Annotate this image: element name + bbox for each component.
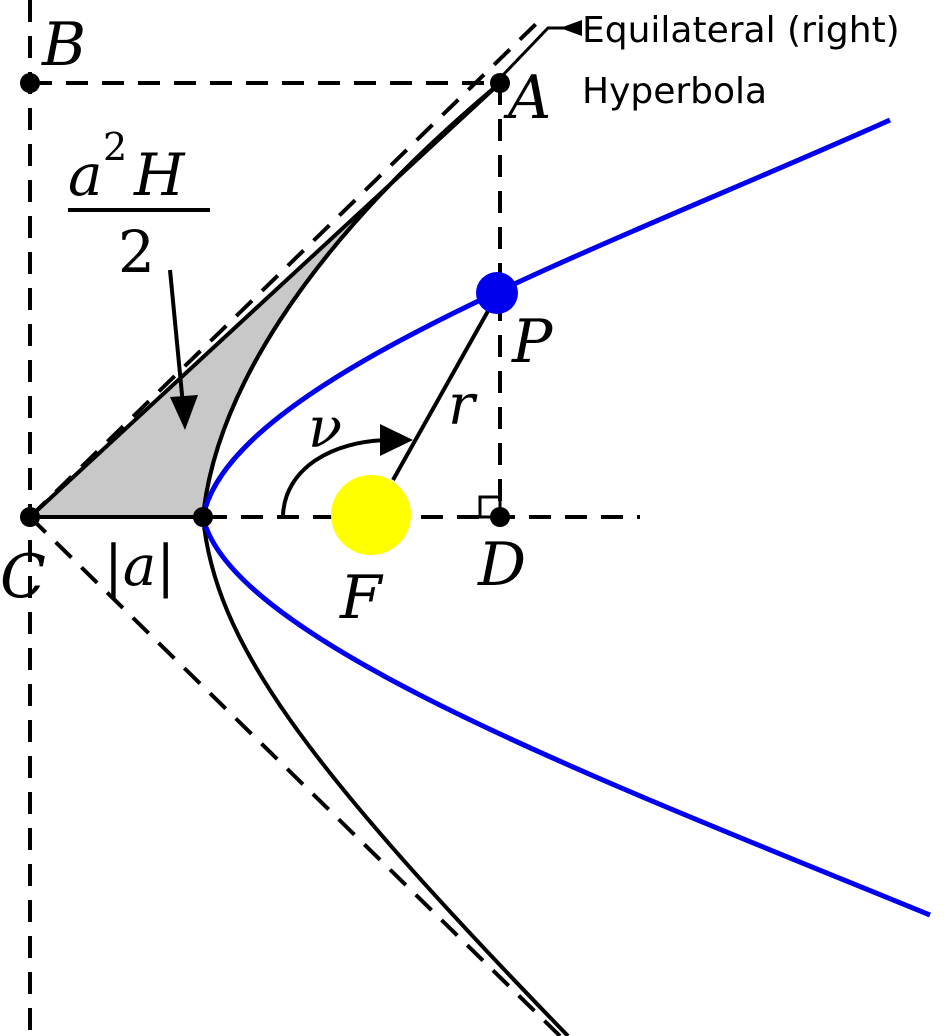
area-formula [68, 125, 210, 286]
label-f: F [340, 563, 382, 633]
annotation-arrowhead [560, 20, 582, 36]
label-d: D [478, 530, 527, 600]
label-abs-a: |a| [104, 534, 176, 599]
label-c: C [0, 542, 46, 612]
point-d [490, 507, 510, 527]
radius-line-r [393, 295, 497, 480]
point-b [20, 73, 40, 93]
area-formula-a: a [68, 141, 103, 209]
area-formula-exponent: 2 [103, 125, 128, 169]
point-a [490, 73, 510, 93]
label-r: r [448, 373, 475, 438]
area-formula-h: H [134, 141, 185, 209]
label-b: B [42, 10, 87, 80]
focus-sun [331, 475, 411, 555]
annotation-line-2: Hyperbola [582, 71, 768, 112]
label-nu: ν [308, 396, 343, 461]
point-c [20, 507, 40, 527]
asymptote-upper [30, 20, 540, 517]
area-formula-denominator: 2 [118, 218, 155, 286]
label-a: A [508, 63, 552, 133]
point-vertex [193, 507, 213, 527]
annotation-line-1: Equilateral (right) [582, 10, 900, 51]
label-p: P [512, 307, 553, 377]
